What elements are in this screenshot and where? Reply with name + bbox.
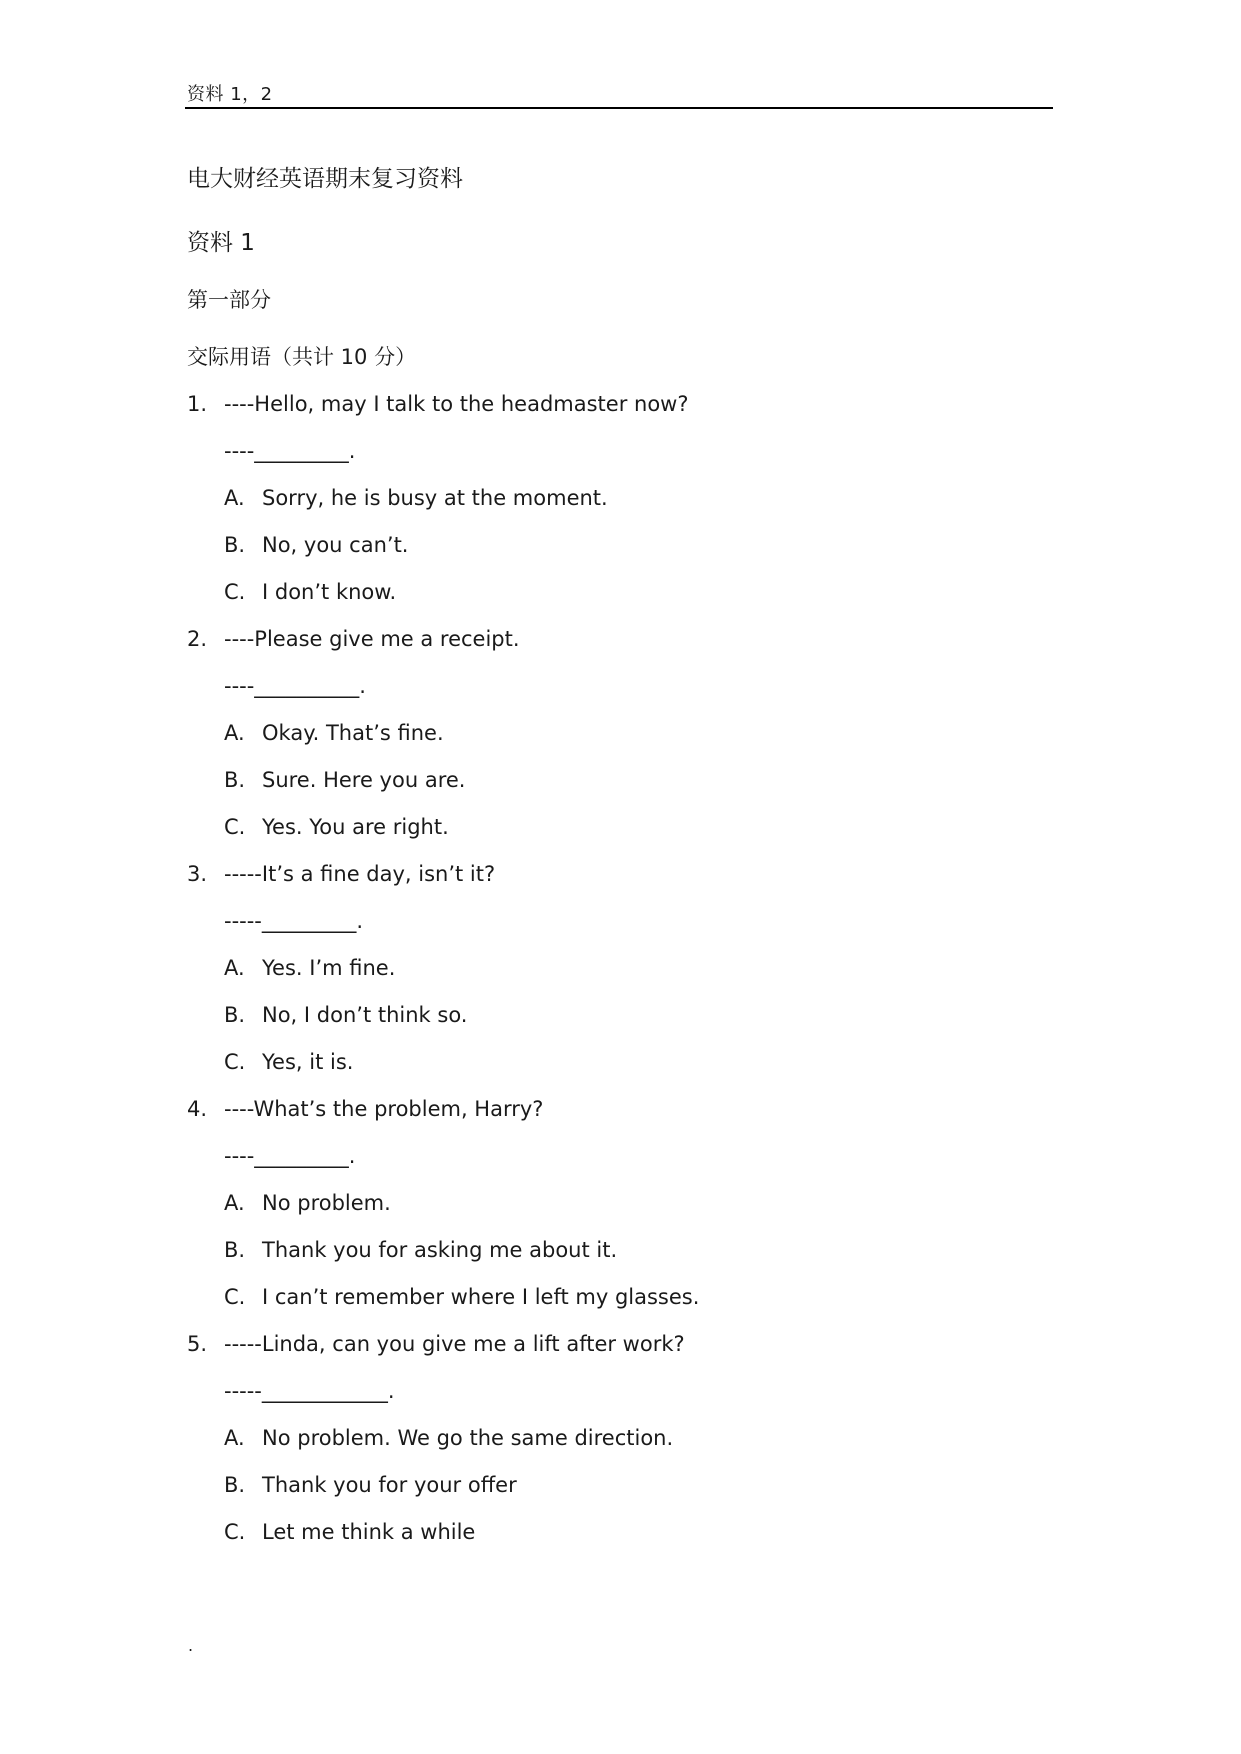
- header-rule: [185, 107, 1053, 109]
- option-text: Let me think a while: [262, 1520, 476, 1544]
- option-letter: C.: [224, 580, 246, 604]
- option-letter: A.: [224, 721, 245, 745]
- response-blank: ----__________.: [224, 674, 366, 698]
- question-prompt: ----What’s the problem, Harry?: [224, 1097, 544, 1121]
- option-text: No, I don’t think so.: [262, 1003, 468, 1027]
- option-text: No, you can’t.: [262, 533, 409, 557]
- footer-mark: .: [188, 1636, 194, 1655]
- question-number: 2.: [187, 627, 208, 651]
- option-text: Thank you for your offer: [262, 1473, 517, 1497]
- option-letter: B.: [224, 1003, 246, 1027]
- option-letter: B.: [224, 533, 246, 557]
- option-letter: A.: [224, 1426, 245, 1450]
- response-blank: -----____________.: [224, 1379, 395, 1403]
- option-letter: B.: [224, 768, 246, 792]
- question-prompt: ----Hello, may I talk to the headmaster now?: [224, 392, 689, 416]
- part-title: 第一部分: [187, 288, 271, 312]
- option-text: No problem. We go the same direction.: [262, 1426, 674, 1450]
- option-text: Yes. I’m fine.: [262, 956, 396, 980]
- section-title: 资料 1: [187, 230, 255, 256]
- option-letter: B.: [224, 1238, 246, 1262]
- option-letter: B.: [224, 1473, 246, 1497]
- option-text: Sorry, he is busy at the moment.: [262, 486, 608, 510]
- option-text: Yes, it is.: [262, 1050, 354, 1074]
- question-number: 1.: [187, 392, 208, 416]
- option-text: No problem.: [262, 1191, 391, 1215]
- document-title: 电大财经英语期末复习资料: [187, 166, 463, 192]
- subsection-title: 交际用语（共计 10 分）: [187, 345, 417, 369]
- question-prompt: ----Please give me a receipt.: [224, 627, 520, 651]
- running-header: 资料 1，2: [187, 84, 273, 105]
- option-text: Okay. That’s fine.: [262, 721, 444, 745]
- question-number: 3.: [187, 862, 208, 886]
- option-text: Thank you for asking me about it.: [262, 1238, 618, 1262]
- option-letter: A.: [224, 486, 245, 510]
- question-prompt: -----It’s a fine day, isn’t it?: [224, 862, 496, 886]
- response-blank: -----_________.: [224, 909, 364, 933]
- option-text: I can’t remember where I left my glasses.: [262, 1285, 700, 1309]
- response-blank: ----_________.: [224, 439, 356, 463]
- option-letter: A.: [224, 956, 245, 980]
- option-letter: C.: [224, 815, 246, 839]
- question-number: 5.: [187, 1332, 208, 1356]
- option-letter: C.: [224, 1050, 246, 1074]
- question-prompt: -----Linda, can you give me a lift after work?: [224, 1332, 685, 1356]
- option-letter: C.: [224, 1285, 246, 1309]
- option-text: Yes. You are right.: [262, 815, 449, 839]
- option-text: I don’t know.: [262, 580, 397, 604]
- option-letter: A.: [224, 1191, 245, 1215]
- question-number: 4.: [187, 1097, 208, 1121]
- response-blank: ----_________.: [224, 1144, 356, 1168]
- option-letter: C.: [224, 1520, 246, 1544]
- option-text: Sure. Here you are.: [262, 768, 466, 792]
